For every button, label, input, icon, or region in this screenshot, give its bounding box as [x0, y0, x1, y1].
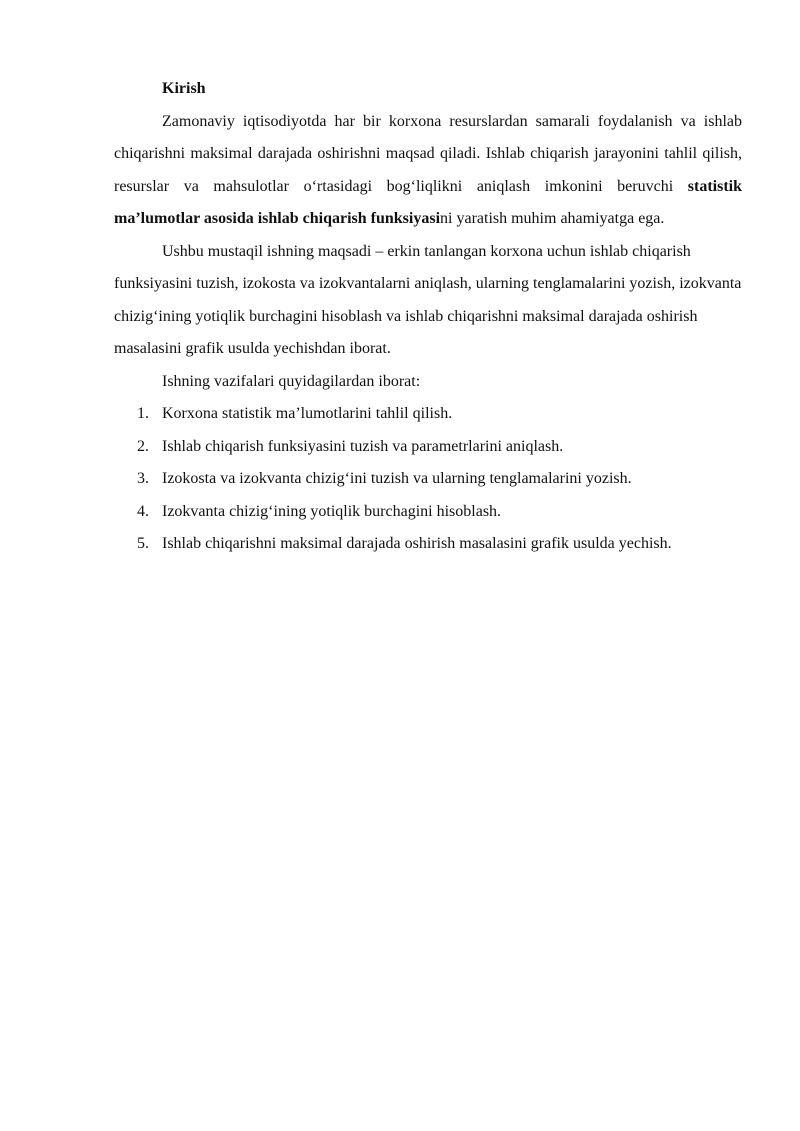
- list-item: [114, 496, 742, 529]
- list-item: [114, 463, 742, 496]
- list-item-number: 1.: [137, 405, 149, 422]
- list-item-text: Korxona statistik ma’lumotlarini tahlil qilish.: [162, 405, 453, 422]
- list-item-number: 5.: [137, 535, 149, 552]
- section-heading: Kirish: [162, 80, 206, 97]
- list-item: [114, 528, 742, 561]
- list-item-text: Izokosta va izokvanta chizig‘ini tuzish va ularning tenglamalarini yozish.: [162, 470, 632, 487]
- tasks-list: [114, 398, 742, 561]
- intro-paragraph-bold: statistik ma’lumotlar asosida ishlab chiqarish funksiyasi: [114, 177, 742, 227]
- list-item-text: Ishlab chiqarish funksiyasini tuzish va parametrlarini aniqlash.: [162, 437, 564, 455]
- intro-paragraph-end: ni yaratish muhim ahamiyatga ega.: [440, 210, 665, 227]
- list-item-number: 2.: [137, 437, 149, 455]
- list-item-number: 4.: [137, 502, 149, 520]
- intro-paragraph: [114, 106, 742, 236]
- intro-paragraph-text: Zamonaviy iqtisodiyotda har bir korxona resurslardan samarali foydalanish va ishlab chiqarishni maksimal darajada oshirishni maqsad qiladi. Ishlab chiqarish jarayonini tahlil qilish, resurslar va mahsulotlar o‘rtasidagi bog‘liqlikni aniqlash imkonini beruvchi: [114, 112, 742, 195]
- document-page: [114, 73, 742, 561]
- list-item-number: 3.: [137, 470, 149, 487]
- goal-paragraph: Ushbu mustaqil ishning maqsadi – erkin tanlangan korxona uchun ishlab chiqarish funksiyasini tuzish, izokosta va izokvantalarni aniqlash, ularning tenglamalarini yozish, izokvanta chizig‘ining yotiqlik burchagini hisoblash va ishlab chiqarishni maksimal darajada oshirish masalasini grafik usulda yechishdan iborat.: [114, 242, 742, 357]
- list-item-text: Izokvanta chizig‘ining yotiqlik burchagini hisoblash.: [162, 502, 502, 520]
- list-item-text: Ishlab chiqarishni maksimal darajada oshirish masalasini grafik usulda yechish.: [162, 535, 672, 552]
- list-item: [114, 398, 742, 431]
- tasks-intro: Ishning vazifalari quyidagilardan iborat:: [162, 372, 421, 390]
- list-item: [114, 431, 742, 464]
